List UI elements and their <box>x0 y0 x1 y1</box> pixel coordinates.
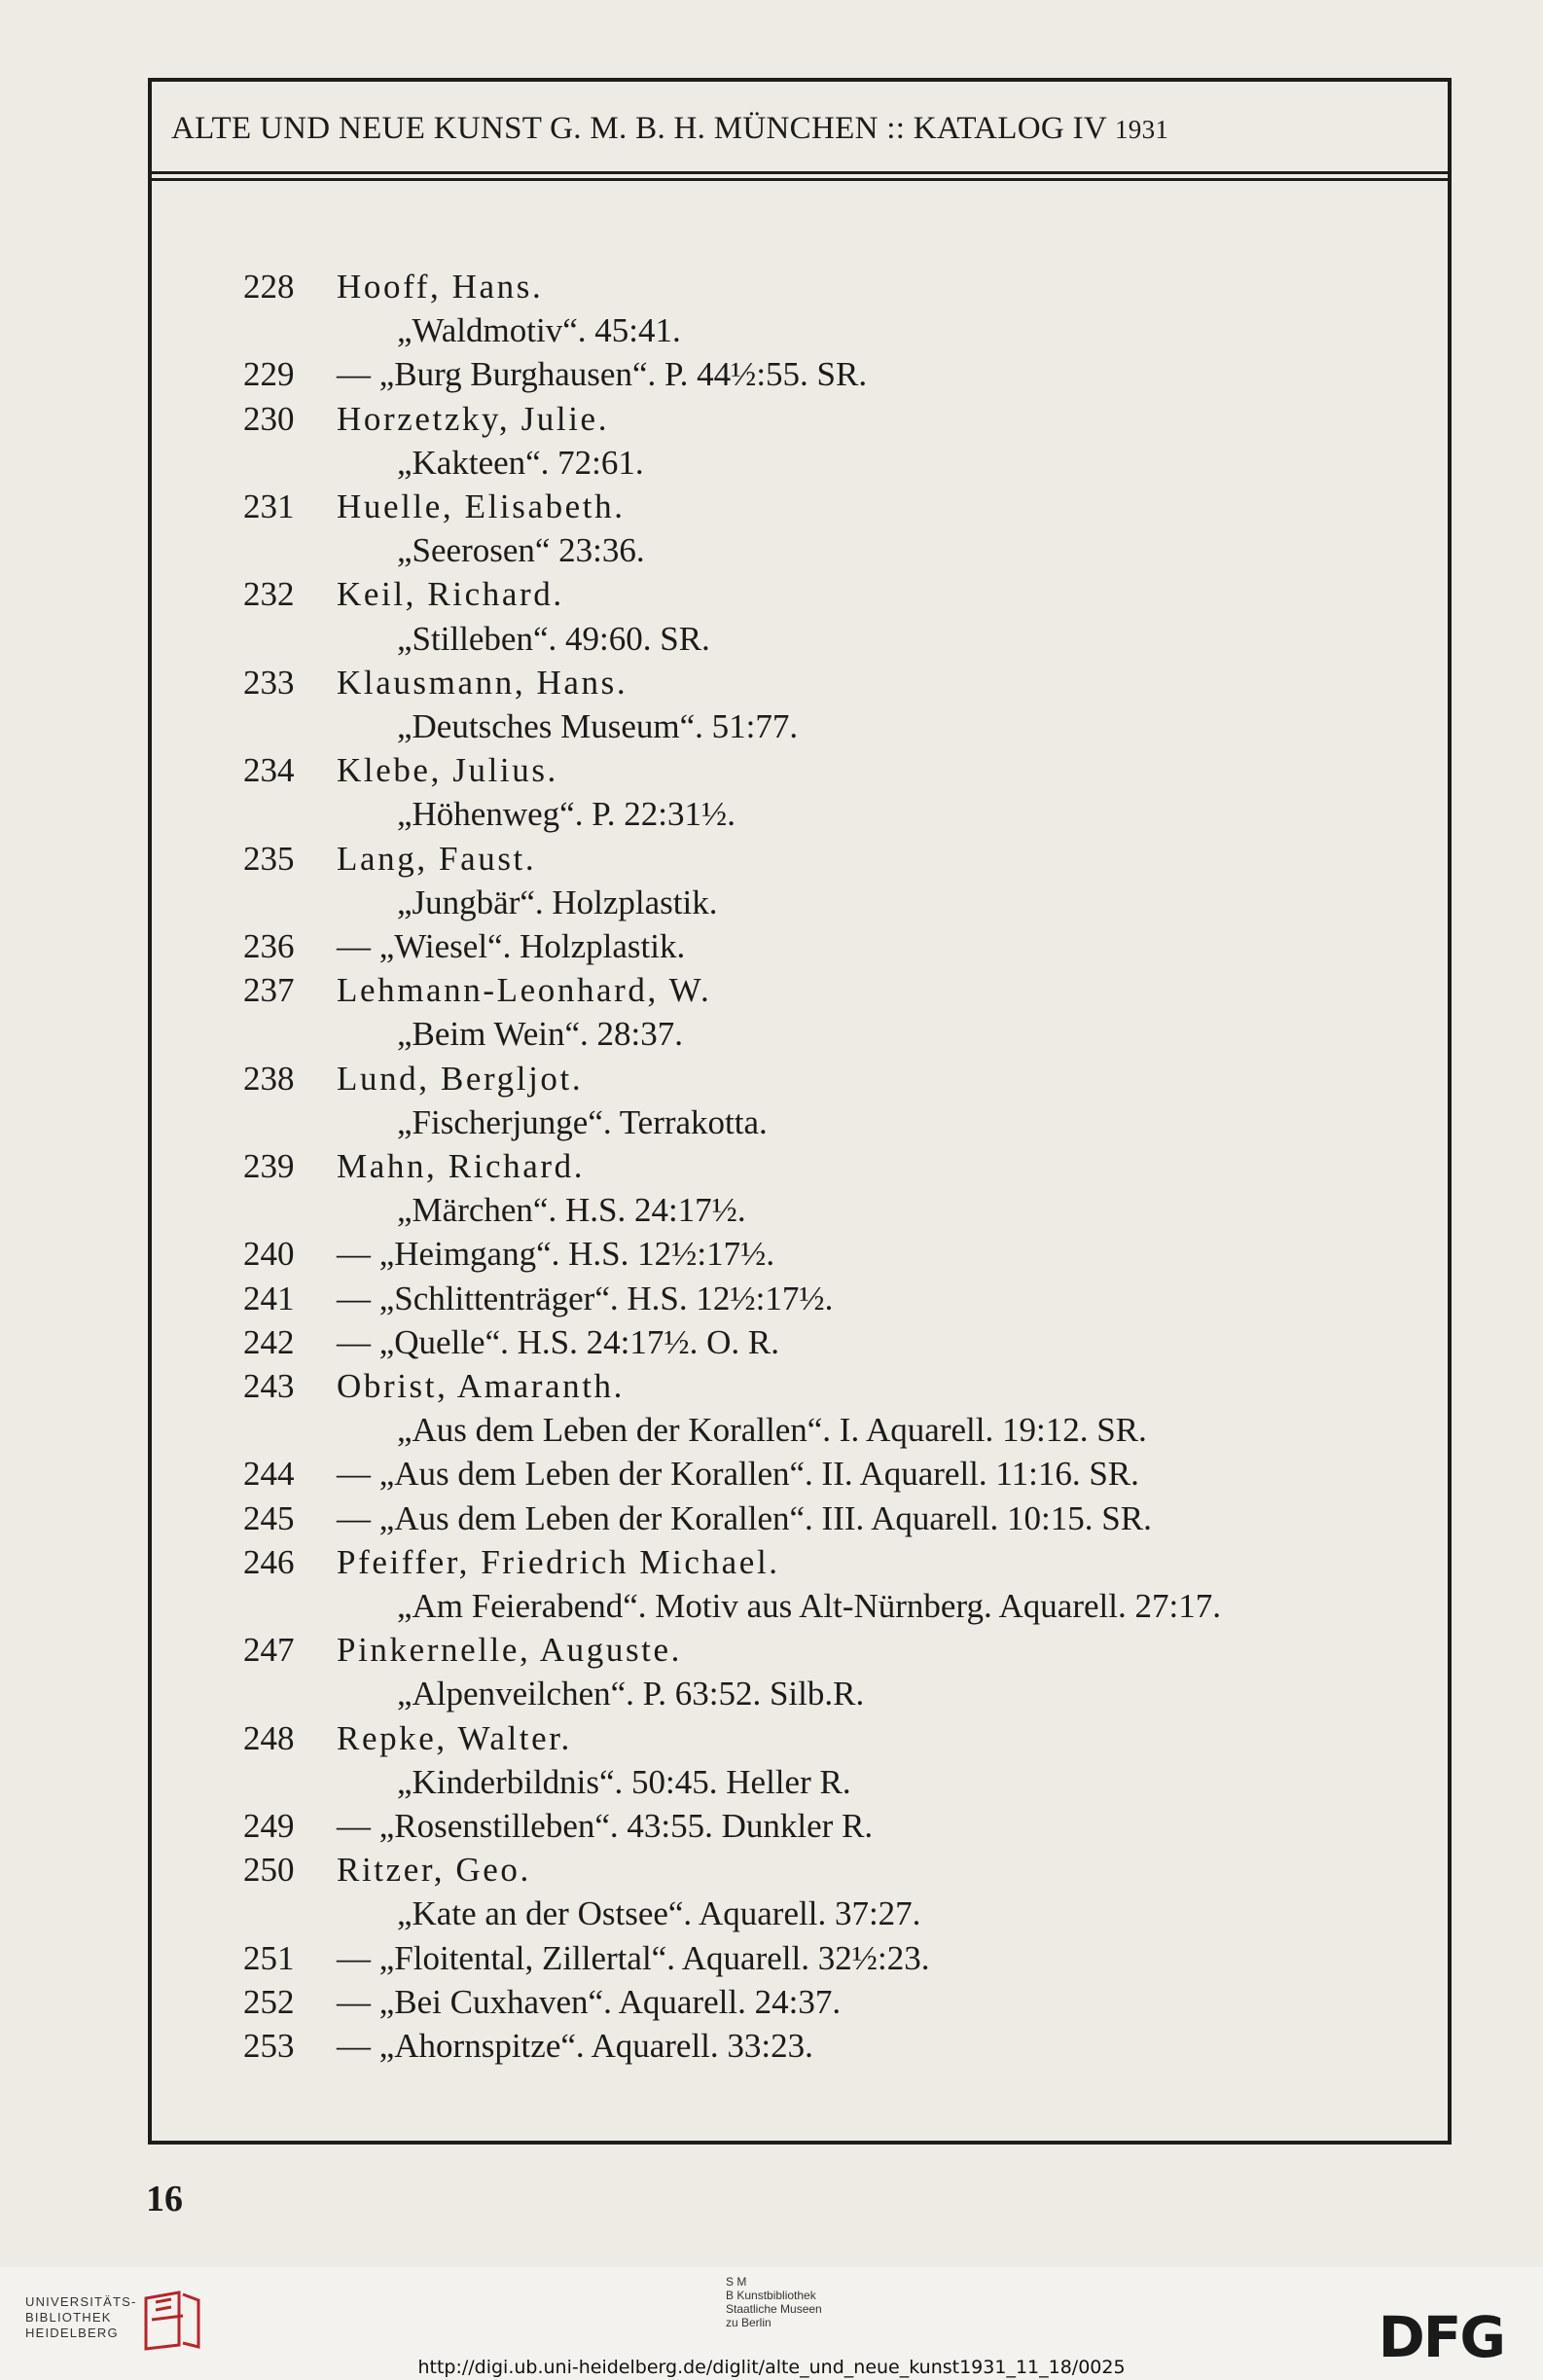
artwork-title: — „Heimgang“. H.S. 12½:17½. <box>337 1235 775 1274</box>
artist-name: Pfeiffer, Friedrich Michael. <box>337 1542 780 1581</box>
entry-number: 238 <box>243 1059 295 1098</box>
entry-number: 235 <box>243 839 295 878</box>
dfg-logo[interactable]: DFG <box>1378 2304 1504 2370</box>
smb-kunstbibliothek-logo[interactable]: S M B Kunstbibliothek Staatliche Museen zu Berlin <box>726 2275 822 2329</box>
entry-number: 230 <box>243 399 295 438</box>
header-title: ALTE UND NEUE KUNST G. M. B. H. MÜNCHEN :: KATALOG IV <box>171 111 1107 146</box>
artist-name: Hooff, Hans. <box>337 268 544 306</box>
artwork-title: „Seerosen“ 23:36. <box>397 531 645 570</box>
entry-number: 243 <box>243 1367 295 1405</box>
university-library-logo[interactable] <box>25 2290 210 2359</box>
entry-number: 247 <box>243 1631 295 1670</box>
artwork-title: — „Aus dem Leben der Korallen“. III. Aquarell. 10:15. SR. <box>337 1498 1152 1537</box>
artist-name: Obrist, Amaranth. <box>337 1367 625 1405</box>
entry-number: 250 <box>243 1851 295 1890</box>
footer-bar <box>0 2267 1543 2380</box>
artist-name: Lehmann-Leonhard, W. <box>337 971 712 1010</box>
artist-name: Keil, Richard. <box>337 575 564 614</box>
entry-number: 241 <box>243 1279 295 1317</box>
entry-number: 251 <box>243 1938 295 1977</box>
entry-number: 231 <box>243 487 295 525</box>
page-number: 16 <box>146 2179 183 2219</box>
artwork-title: — „Floitental, Zillertal“. Aquarell. 32½:23. <box>337 1938 930 1977</box>
artwork-title: — „Quelle“. H.S. 24:17½. O. R. <box>337 1322 779 1361</box>
artist-name: Mahn, Richard. <box>337 1147 586 1185</box>
entry-number: 239 <box>243 1147 295 1185</box>
header-rule <box>152 171 1448 181</box>
artwork-title: — „Ahornspitze“. Aquarell. 33:23. <box>337 2027 813 2065</box>
entry-number: 252 <box>243 1982 295 2021</box>
artwork-title: — „Rosenstilleben“. 43:55. Dunkler R. <box>337 1807 874 1845</box>
artwork-title: — „Schlittenträger“. H.S. 12½:17½. <box>337 1279 834 1317</box>
artist-name: Lang, Faust. <box>337 839 537 878</box>
artwork-title: „Fischerjunge“. Terrakotta. <box>397 1102 768 1141</box>
catalog-frame <box>148 78 1452 2145</box>
artist-name: Klebe, Julius. <box>337 751 558 790</box>
entry-number: 234 <box>243 751 295 790</box>
artwork-title: — „Bei Cuxhaven“. Aquarell. 24:37. <box>337 1982 842 2021</box>
library-emblem-icon <box>140 2290 208 2351</box>
artwork-title: „Deutsches Museum“. 51:77. <box>397 707 799 745</box>
artist-name: Lund, Bergljot. <box>337 1059 584 1098</box>
artist-name: Ritzer, Geo. <box>337 1851 531 1890</box>
artwork-title: „Kinderbildnis“. 50:45. Heller R. <box>397 1762 851 1801</box>
entry-number: 246 <box>243 1542 295 1581</box>
entry-number: 232 <box>243 575 295 614</box>
entry-number: 242 <box>243 1322 295 1361</box>
artist-name: Klausmann, Hans. <box>337 663 628 702</box>
entry-number: 244 <box>243 1455 295 1494</box>
artwork-title: „Kakteen“. 72:61. <box>397 443 644 482</box>
artwork-title: „Beim Wein“. 28:37. <box>397 1015 683 1054</box>
artwork-title: — „Wiesel“. Holzplastik. <box>337 927 686 965</box>
artwork-title: „Märchen“. H.S. 24:17½. <box>397 1191 746 1230</box>
entry-number: 249 <box>243 1807 295 1845</box>
entry-number: 228 <box>243 268 295 306</box>
entry-number: 236 <box>243 927 295 965</box>
artwork-title: „Alpenveilchen“. P. 63:52. Silb.R. <box>397 1675 865 1713</box>
entry-number: 237 <box>243 971 295 1010</box>
university-library-logo-text: UNIVERSITÄTS- BIBLIOTHEK HEIDELBERG <box>25 2294 137 2340</box>
entry-number: 233 <box>243 663 295 702</box>
artist-name: Pinkernelle, Auguste. <box>337 1631 682 1670</box>
artist-name: Repke, Walter. <box>337 1718 572 1757</box>
entry-number: 229 <box>243 355 295 394</box>
entry-number: 253 <box>243 2027 295 2065</box>
artwork-title: „Jungbär“. Holzplastik. <box>397 883 718 921</box>
artwork-title: „Kate an der Ostsee“. Aquarell. 37:27. <box>397 1894 921 1933</box>
catalog-header <box>171 111 1430 147</box>
artwork-title: — „Aus dem Leben der Korallen“. II. Aquarell. 11:16. SR. <box>337 1455 1139 1494</box>
artwork-title: „Am Feierabend“. Motiv aus Alt-Nürnberg. Aquarell. 27:17. <box>397 1587 1221 1625</box>
artwork-title: „Aus dem Leben der Korallen“. I. Aquarell. 19:12. SR. <box>397 1411 1147 1450</box>
artwork-title: „Höhenweg“. P. 22:31½. <box>397 795 736 834</box>
artwork-title: — „Burg Burghausen“. P. 44½:55. SR. <box>337 355 868 394</box>
artwork-title: „Waldmotiv“. 45:41. <box>397 311 681 350</box>
entry-number: 240 <box>243 1235 295 1274</box>
artwork-title: „Stilleben“. 49:60. SR. <box>397 619 710 658</box>
source-url-link[interactable]: http://digi.ub.uni-heidelberg.de/diglit/alte_und_neue_kunst1931_11_18/0025 <box>417 2357 1126 2378</box>
entry-number: 248 <box>243 1718 295 1757</box>
artist-name: Huelle, Elisabeth. <box>337 487 626 525</box>
header-year: 1931 <box>1114 115 1169 144</box>
entry-number: 245 <box>243 1498 295 1537</box>
artist-name: Horzetzky, Julie. <box>337 399 610 438</box>
